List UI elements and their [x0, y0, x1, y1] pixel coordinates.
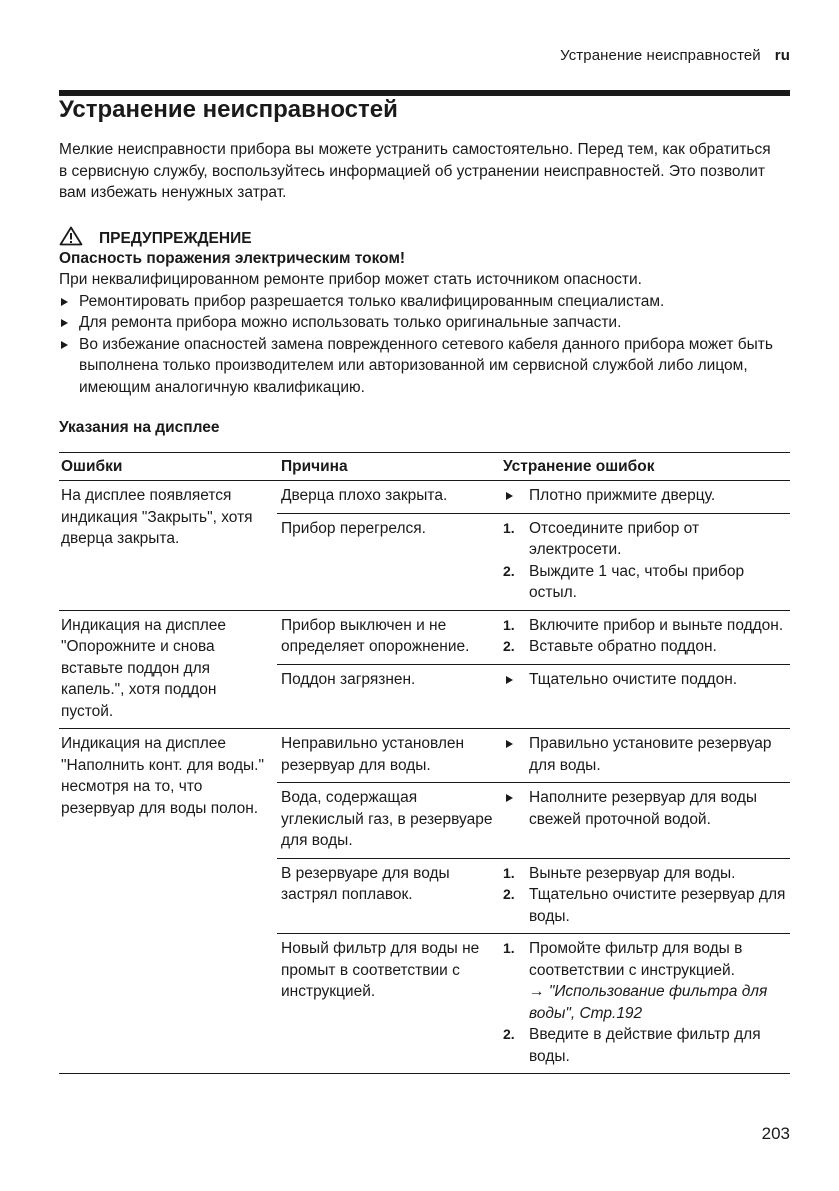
fix-step: Плотно прижмите дверцу.	[503, 485, 790, 507]
cause-cell: Новый фильтр для воды не промыт в соответствии с инструкцией.	[281, 940, 480, 1000]
table-row	[59, 611, 790, 730]
error-cell: На дисплее появляется индикация "Закрыть", хотя дверца закрыта.	[61, 487, 253, 547]
fix-cell	[499, 665, 790, 697]
arrow-right-icon: →	[529, 983, 545, 1000]
fix-step: 2. Вставьте обратно поддон.	[503, 636, 790, 658]
bullet-arrow-icon	[61, 319, 68, 327]
bullet-arrow-icon	[61, 298, 68, 306]
warning-bullet: Ремонтировать прибор разрешается только квалифицированным специалистам.	[59, 291, 790, 313]
fix-cell	[499, 729, 790, 782]
fix-step: 1. Выньте резервуар для воды.	[503, 863, 790, 885]
cause-cell: Вода, содержащая углекислый газ, в резервуаре для воды.	[281, 789, 493, 849]
cause-row	[277, 513, 790, 610]
column-header-cause: Причина	[281, 457, 348, 475]
step-number: 1.	[503, 519, 515, 536]
bullet-arrow-icon	[61, 341, 68, 349]
fix-step: 1. Включите прибор и выньте поддон.	[503, 615, 790, 637]
fix-cell	[499, 859, 790, 934]
warning-bullet: Во избежание опасностей замена поврежденного сетевого кабеля данного прибора может быть выполнена только производителем или авторизованной им сервисной службой либо лицом, имеющим аналогичную квалификацию.	[59, 334, 790, 399]
table-row	[59, 481, 790, 611]
fix-step: Тщательно очистите поддон.	[503, 669, 790, 691]
warning-bullet: Для ремонта прибора можно использовать только оригинальные запчасти.	[59, 312, 790, 334]
warning-heading	[59, 226, 790, 248]
step-number: 2.	[503, 886, 515, 902]
cause-cell: Неправильно установлен резервуар для воды.	[281, 735, 465, 774]
step-number: 2.	[503, 562, 515, 579]
running-header-section: Устранение неисправностей	[560, 47, 761, 64]
bullet-arrow-icon	[506, 794, 513, 802]
cause-cell: Прибор выключен и не определяет опорожнение.	[281, 616, 470, 655]
fix-cell	[499, 611, 790, 664]
fix-cell	[499, 783, 790, 858]
fix-step: Правильно установите резервуар для воды.	[503, 733, 790, 776]
language-code: ru	[774, 47, 790, 64]
cause-row	[277, 664, 790, 697]
cause-row	[277, 782, 790, 858]
cause-row	[277, 729, 790, 782]
column-header-errors: Ошибки	[61, 457, 123, 475]
fix-step: 2. Выждите 1 час, чтобы прибор остыл.	[503, 562, 745, 601]
cause-row	[277, 481, 790, 513]
fix-step: Наполните резервуар для воды свежей проточной водой.	[503, 787, 790, 830]
table-row	[59, 729, 790, 1074]
fix-step: 1. Отсоедините прибор от электросети.	[503, 519, 700, 558]
cross-reference-link[interactable]: → "Использование фильтра для воды", Стр.192	[529, 983, 768, 1022]
fix-step: 2. Тщательно очистите резервуар для воды.	[503, 886, 786, 925]
warning-block	[59, 226, 790, 398]
cause-cell: В резервуаре для воды застрял поплавок.	[281, 864, 450, 903]
bullet-arrow-icon	[506, 676, 513, 684]
warning-bullets	[59, 291, 790, 399]
intro-paragraph: Мелкие неисправности прибора вы можете устранить самостоятельно. Перед тем, как обратиться в сервисную службу, воспользуйтесь информацией об устранении неисправностей. Это позволит вам избежать ненужных затрат.	[59, 141, 771, 201]
step-number: 2.	[503, 1026, 515, 1042]
step-number: 1.	[503, 864, 515, 881]
cause-row	[277, 611, 790, 664]
page-title: Устранение неисправностей	[59, 96, 398, 123]
troubleshooting-table	[59, 452, 790, 1074]
fix-cell	[499, 934, 790, 1073]
bullet-arrow-icon	[506, 740, 513, 748]
fix-cell	[499, 481, 790, 513]
page-number: 203	[761, 1124, 790, 1143]
section-title: Указания на дисплее	[59, 419, 220, 436]
cause-cell: Дверца плохо закрыта.	[281, 487, 448, 504]
cause-cell: Прибор перегрелся.	[281, 519, 426, 537]
cause-row	[277, 858, 790, 934]
error-cell: Индикация на дисплее "Наполнить конт. для воды." несмотря на то, что резервуар для воды полон.	[61, 735, 264, 817]
error-cell: Индикация на дисплее "Опорожните и снова вставьте поддон для капель.", хотя поддон пустой.	[61, 616, 226, 720]
warning-triangle-icon	[59, 226, 83, 246]
step-number: 1.	[503, 940, 515, 956]
column-header-fix: Устранение ошибок	[503, 457, 655, 475]
step-number: 2.	[503, 638, 515, 654]
warning-subtitle: Опасность поражения электрическим током!	[59, 250, 406, 267]
running-header	[560, 47, 790, 64]
cause-cell: Поддон загрязнен.	[281, 670, 416, 688]
table-header-row	[59, 452, 790, 481]
cause-row	[277, 933, 790, 1073]
step-number: 1.	[503, 616, 515, 633]
fix-step: 1. Промойте фильтр для воды в соответствии с инструкцией. → "Использование фильтра для воды", Стр.192	[503, 940, 768, 1022]
fix-cell	[499, 514, 790, 610]
warning-label: ПРЕДУПРЕЖДЕНИЕ	[99, 230, 252, 247]
bullet-arrow-icon	[506, 492, 513, 500]
warning-text: При неквалифицированном ремонте прибор может стать источником опасности.	[59, 271, 642, 288]
fix-step: 2. Введите в действие фильтр для воды.	[503, 1026, 761, 1065]
